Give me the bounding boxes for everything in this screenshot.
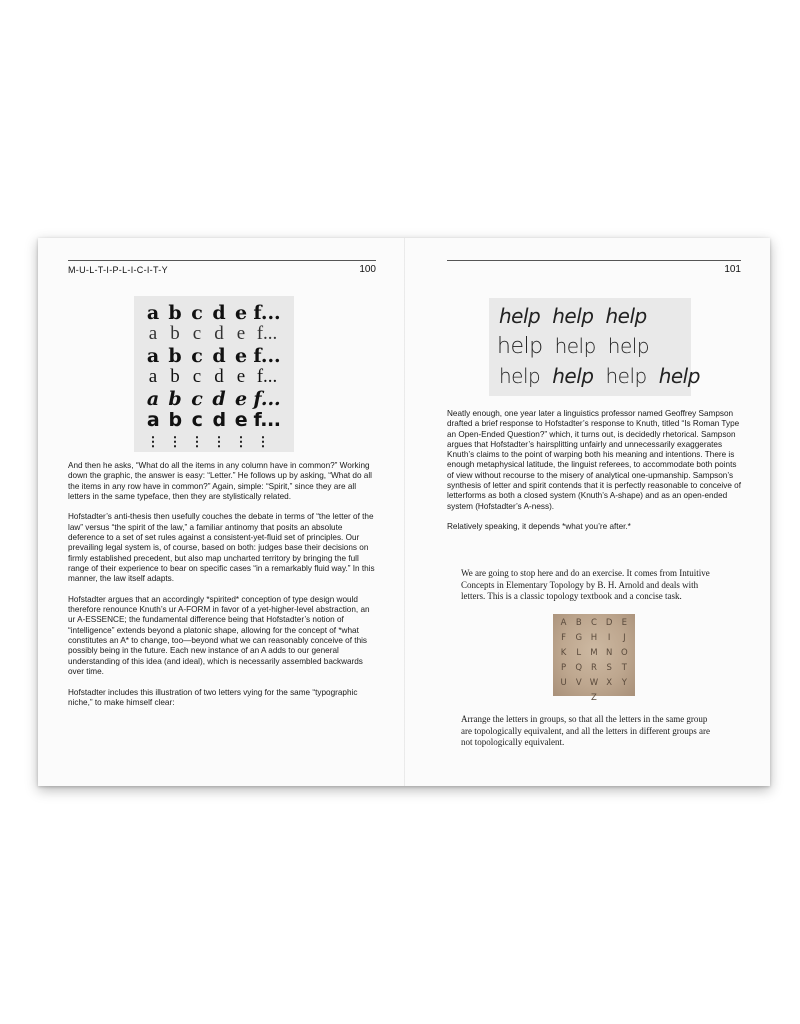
photo-letter: U — [560, 678, 567, 688]
photo-letter — [557, 691, 571, 706]
letter-glyph: b — [170, 323, 180, 345]
letter-glyph: a — [146, 409, 160, 432]
paragraph: Hofstadter argues that an accordingly *spirited* conception of type design would therefore renounce Knuth’s ur A-FORM in favor of a yet-higher-level abstraction, an ur A-ESSENCE; the fundamental difference being that Hofstadter’s notion of “intelligence” extends beyond a platonic shape, allowing for the concept of *what constitutes an A* to change, too—beyond what we can reasonably conceive of this possibly being in the future. Each new instance of an A adds to our general understanding of this idea (and ideal), which is necessarily assembled backwards over time. — [68, 594, 370, 676]
letter-glyph: f... — [253, 301, 281, 324]
letter-row — [142, 431, 282, 453]
letter-glyph: c — [192, 323, 202, 345]
photo-letter: I — [607, 633, 611, 643]
photo-letter: V — [575, 678, 582, 688]
letter-glyph: a — [148, 366, 158, 388]
left-page — [38, 238, 404, 786]
letter-glyph: c — [192, 366, 202, 388]
letter-spirit-figure — [134, 296, 294, 452]
help-row — [499, 364, 700, 388]
letter-glyph: e — [236, 366, 246, 388]
letter-glyph: d — [212, 344, 226, 367]
photo-letter: D — [605, 618, 613, 628]
letter-glyph: c — [191, 387, 203, 410]
letter-glyph: ⋮ — [168, 433, 182, 449]
photo-letter: L — [576, 648, 582, 658]
photo-letter: G — [575, 633, 583, 643]
right-page — [405, 238, 770, 786]
paragraph: Relatively speaking, it depends *what you’re after.* — [447, 522, 631, 532]
photo-letter: Y — [621, 678, 627, 688]
help-word: help — [605, 304, 647, 328]
letter-glyph: ⋮ — [212, 433, 226, 449]
header-rule — [447, 260, 741, 261]
letter-grid — [142, 302, 282, 453]
photo-letter: A — [560, 618, 567, 628]
letter-glyph: e — [234, 301, 248, 324]
block-quote-bottom: Arrange the letters in groups, so that all the letters in the same group are topologically equivalent, and all the letters in different groups are not topologically equivalent. — [461, 714, 710, 747]
book-spread — [38, 238, 770, 786]
help-word: help — [552, 304, 594, 328]
letter-glyph: a — [146, 344, 160, 367]
letter-glyph: b — [168, 301, 182, 324]
help-word: help — [499, 364, 541, 388]
letter-glyph: f... — [256, 366, 278, 388]
photo-letter: R — [591, 663, 597, 673]
left-body-text — [68, 461, 378, 718]
photo-letter-row — [553, 676, 635, 691]
help-word: help — [658, 364, 700, 388]
letter-glyph: c — [191, 409, 203, 432]
help-word: help — [607, 334, 650, 358]
right-body-text — [447, 409, 743, 543]
photo-letter: W — [589, 678, 599, 688]
help-word: help — [554, 334, 596, 358]
help-figure — [489, 298, 700, 396]
photo-letter: H — [590, 633, 598, 643]
photo-letter: Q — [575, 663, 583, 673]
photo-letter-row — [553, 631, 635, 646]
paragraph: And then he asks, “What do all the items in any column have in common?” Working down the graphic, the answer is easy: “Letter.” He follows up by asking, “What do all the items in any row have in common?” Again, simple: “Spirit,” since they are all letters in the same typeface, then they are stylistically related. — [68, 461, 372, 501]
photo-letter — [617, 691, 631, 706]
photo-letter-row — [553, 661, 635, 676]
photo-letter: M — [590, 648, 598, 658]
photo-letter: X — [606, 678, 613, 688]
letter-glyph: b — [170, 366, 180, 388]
photo-letter — [602, 691, 616, 706]
photo-letter-row — [553, 646, 635, 661]
photo-letter: E — [621, 618, 628, 628]
letter-glyph: ⋮ — [256, 433, 270, 449]
letter-glyph: ⋮ — [146, 433, 160, 449]
help-word: help — [497, 334, 543, 359]
letter-glyph: a — [146, 301, 160, 324]
photo-letter — [572, 691, 586, 706]
page-number: 100 — [359, 264, 376, 275]
letter-glyph: c — [191, 301, 203, 324]
header-rule — [68, 260, 376, 261]
photo-letter-row — [553, 616, 635, 631]
photo-letter: F — [561, 633, 567, 643]
letter-row — [142, 388, 282, 410]
alphabet-photo — [553, 614, 635, 703]
photo-letter: J — [623, 633, 626, 643]
letter-glyph: f... — [256, 323, 278, 345]
letter-glyph: a — [146, 387, 160, 410]
letter-glyph: d — [214, 366, 224, 388]
letter-glyph: e — [234, 409, 248, 432]
letter-glyph: ⋮ — [190, 433, 204, 449]
letter-row — [142, 324, 282, 346]
letter-glyph: d — [214, 323, 224, 345]
letter-glyph: d — [212, 387, 226, 410]
letter-glyph: ⋮ — [234, 433, 248, 449]
paragraph: Hofstadter’s anti-thesis then usefully couches the debate in terms of “the letter of the law” versus “the spirit of the law,” a familiar antinomy that posits an absolute deference to a set of set rules against a consistent-yet-fluid set of principles. Our prevailing legal system is, of course, based on both: judges base their decisions on firmly established precedent, but also map uncharted territory by bringing the full range of their experience to bear on specific cases “in a remarkably fluid way.” In this manner, the law itself adapts. — [68, 512, 375, 584]
paragraph: Neatly enough, one year later a linguistics professor named Geoffrey Sampson drafted a brief response to Hofstadter’s response to Knuth, titled “Is Roman Type an Open-Ended Question?” which, it turns out, is decidedly rhetorical. Sampson argues that Hofstadter’s hairsplitting unfairly and unnecessarily exaggerates Knuth’s claims to the point of warping both his meaning and intentions. There is enough metaphysical latitude, the linguist referees, to accommodate both points of view without recourse to the misery of analytical one-upmanship. Sampson’s synthesis of letter and spirit contends that it is perfectly reasonable to conceive of letterforms as both a closed system (Knuth’s A-shape) and as an open-ended system (Hofstadter’s A-ness). — [447, 409, 741, 511]
running-head: M-U-L-T-I-P-L-I-C-I-T-Y — [68, 265, 168, 275]
photo-letter: N — [605, 648, 613, 658]
photo-letter: O — [620, 648, 628, 658]
letter-glyph: d — [212, 409, 226, 432]
help-word: help — [499, 304, 541, 328]
photo-letter: C — [591, 618, 597, 628]
photo-letter-row — [553, 691, 635, 706]
letter-glyph: f... — [253, 387, 281, 410]
letter-glyph: e — [234, 387, 248, 410]
letter-glyph: f... — [253, 344, 281, 367]
help-word: help — [552, 364, 594, 388]
letter-row — [142, 367, 282, 389]
letter-row — [142, 410, 282, 432]
help-word: help — [605, 364, 647, 388]
letter-glyph: b — [168, 409, 182, 432]
photo-letter: P — [561, 663, 567, 673]
photo-letter: Z — [591, 693, 597, 703]
letter-glyph: f... — [253, 409, 281, 432]
photo-letter: B — [575, 618, 582, 628]
letter-row — [142, 302, 282, 324]
letter-glyph: e — [234, 344, 248, 367]
letter-glyph: e — [236, 323, 246, 345]
letter-glyph: a — [148, 323, 158, 345]
help-row — [497, 334, 649, 359]
letter-glyph: b — [168, 344, 182, 367]
paragraph: Hofstadter includes this illustration of two letters vying for the same “typographic niche,” to make himself clear: — [68, 687, 358, 707]
photo-letter: S — [606, 663, 612, 673]
block-quote-top: We are going to stop here and do an exercise. It comes from Intuitive Concepts in Elementary Topology by B. H. Arnold and deals with letters. This is a classic topology textbook and a concise task. — [461, 568, 710, 601]
photo-letter: T — [621, 663, 627, 673]
letter-glyph: c — [191, 344, 203, 367]
page-number: 101 — [724, 264, 741, 275]
letter-glyph: d — [212, 301, 226, 324]
letter-glyph: b — [168, 387, 182, 410]
help-row — [499, 304, 647, 328]
letter-row — [142, 345, 282, 367]
photo-letter: K — [560, 648, 567, 658]
